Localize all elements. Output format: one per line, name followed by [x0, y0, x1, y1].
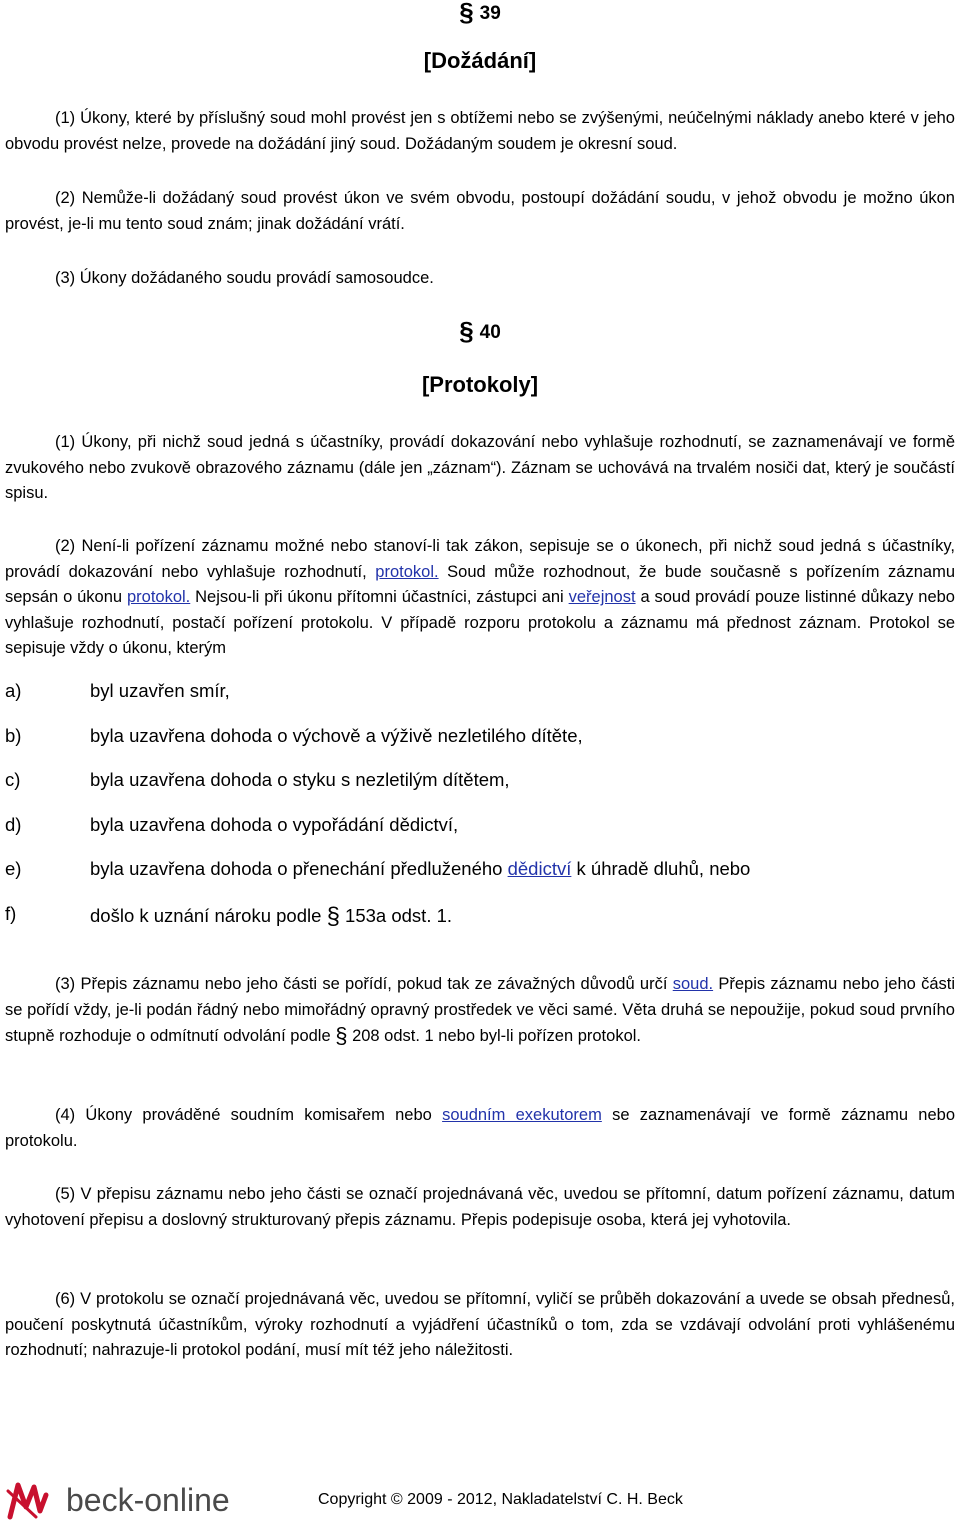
section-mark: § [335, 1023, 348, 1049]
paragraph-40-3: (3) Přepis záznamu nebo jeho části se pořídí, pokud tak ze závažných důvodů určí soud. Přepis záznamu nebo jeho části se pořídí vždy, je-li podán řádný nebo mimořádný opravný prostředek ve věci samé. Věta druhá se nepoužije, pokud soud prvního stupně rozhoduje o odmítnutí odvolání podle § 208 odst. 1 nebo byl-li pořízen protokol. [5, 975, 955, 1049]
section-39-heading [0, 0, 960, 28]
list-item: byla uzavřena dohoda o přenechání předluženého dědictví k úhradě dluhů, nebo [90, 858, 751, 879]
beck-online-logo [6, 1477, 256, 1522]
section-mark: § [459, 316, 474, 346]
link-soudni-exekutor[interactable]: soudním exekutorem [442, 1106, 602, 1124]
paragraph-39-1: (1) Úkony, které by příslušný soud mohl provést jen s obtížemi nebo se zvýšenými, neúčelnými náklady anebo které v jeho obvodu provést nelze, provede na dožádání jiný soud. Dožádaným soudem je okresní soud. [5, 109, 955, 153]
list-item: byla uzavřena dohoda o výchově a výživě nezletilého dítěte, [90, 725, 583, 746]
list-letter: c) [5, 769, 21, 790]
section-40-heading [0, 316, 960, 347]
link-protokol[interactable]: protokol. [126, 588, 191, 607]
list-letter: f) [5, 903, 17, 924]
list-letter: b) [5, 725, 22, 746]
list-item: byla uzavřena dohoda o styku s nezletilým dítětem, [90, 769, 510, 790]
link-soud[interactable]: soud. [672, 975, 714, 993]
paragraph-40-4: (4) Úkony prováděné soudním komisařem nebo soudním exekutorem se zaznamenávají ve formě záznamu nebo protokolu. [5, 1106, 956, 1150]
section-mark: § [459, 0, 474, 27]
list-item: byl uzavřen smír, [90, 680, 230, 701]
copyright-text: Copyright © 2009 - 2012, Nakladatelství C. H. Beck [318, 1491, 683, 1508]
paragraph-40-2: (2) Není-li pořízení záznamu možné nebo stanoví-li tak zákon, sepisuje se o úkonech, při nichž soud jedná s účastníky, provádí dokazování nebo vyhlašuje rozhodnutí, protokol. Soud může rozhodnout, že bude současně s pořízením záznamu sepsán o úkonu protokol. Nejsou-li při úkonu přítomni účastníci, zástupci ani veřejnost a soud provádí pouze listinné důkazy nebo vyhlašuje rozhodnutí, postačí pořízení protokolu. V případě rozporu protokolu a záznamu má přednost záznam. Protokol se sepisuje vždy o úkonu, kterým [5, 537, 956, 658]
list-letter: e) [5, 858, 22, 879]
beck-online-logo-icon [6, 1477, 256, 1522]
paragraph-39-2: (2) Nemůže-li dožádaný soud provést úkon ve svém obvodu, postoupí dožádání soudu, v jehož obvodu je možno úkon provést, je-li mu tento soud znám; jinak dožádání vrátí. [5, 189, 955, 233]
paragraph-40-6: (6) V protokolu se označí projednávaná věc, uvedou se přítomní, vyličí se průběh dokazování a uvede se obsah přednesů, poučení poskytnutá účastníkům, výroky rozhodnutí a vyjádření účastníků o tom, zda se vzdávají odvolání proti vyhlášenému rozhodnutí; nahrazuje-li protokol podání, musí mít též jeho náležitosti. [5, 1290, 955, 1360]
section-40-title: [Protokoly] [421, 372, 539, 397]
list-item: byla uzavřena dohoda o vypořádání dědictví, [90, 814, 459, 835]
list-letter: d) [5, 814, 22, 835]
paragraph-40-5: (5) V přepisu záznamu nebo jeho části se označí projednávaná věc, uvedou se přítomní, datum pořízení záznamu, datum vyhotovení přepisu a doslovný strukturovaný přepis záznamu. Přepis podepisuje osoba, která jej vyhotovila. [5, 1185, 955, 1229]
list-item: došlo k uznání nároku podle § 153a odst. 1. [90, 903, 453, 930]
paragraph-39-3: (3) Úkony dožádaného soudu provádí samosoudce. [55, 269, 434, 287]
logo-text: beck-online [66, 1482, 230, 1518]
section-number: 39 [479, 3, 501, 24]
link-verejnost[interactable]: veřejnost [568, 588, 636, 607]
list-letter: a) [5, 680, 22, 701]
section-mark: § [326, 903, 340, 930]
link-dedictvi[interactable]: dědictví [507, 858, 572, 879]
link-protokol[interactable]: protokol. [375, 562, 439, 581]
section-39-title: [Dožádání] [423, 48, 537, 73]
paragraph-40-1: (1) Úkony, při nichž soud jedná s účastníky, provádí dokazování nebo vyhlašuje rozhodnutí, se zaznamenávají ve formě zvukového nebo zvukově obrazového záznamu (dále jen „záznam“). Záznam se uchovává na trvalém nosiči dat, který je součástí spisu. [5, 433, 955, 503]
section-number: 40 [479, 322, 501, 343]
